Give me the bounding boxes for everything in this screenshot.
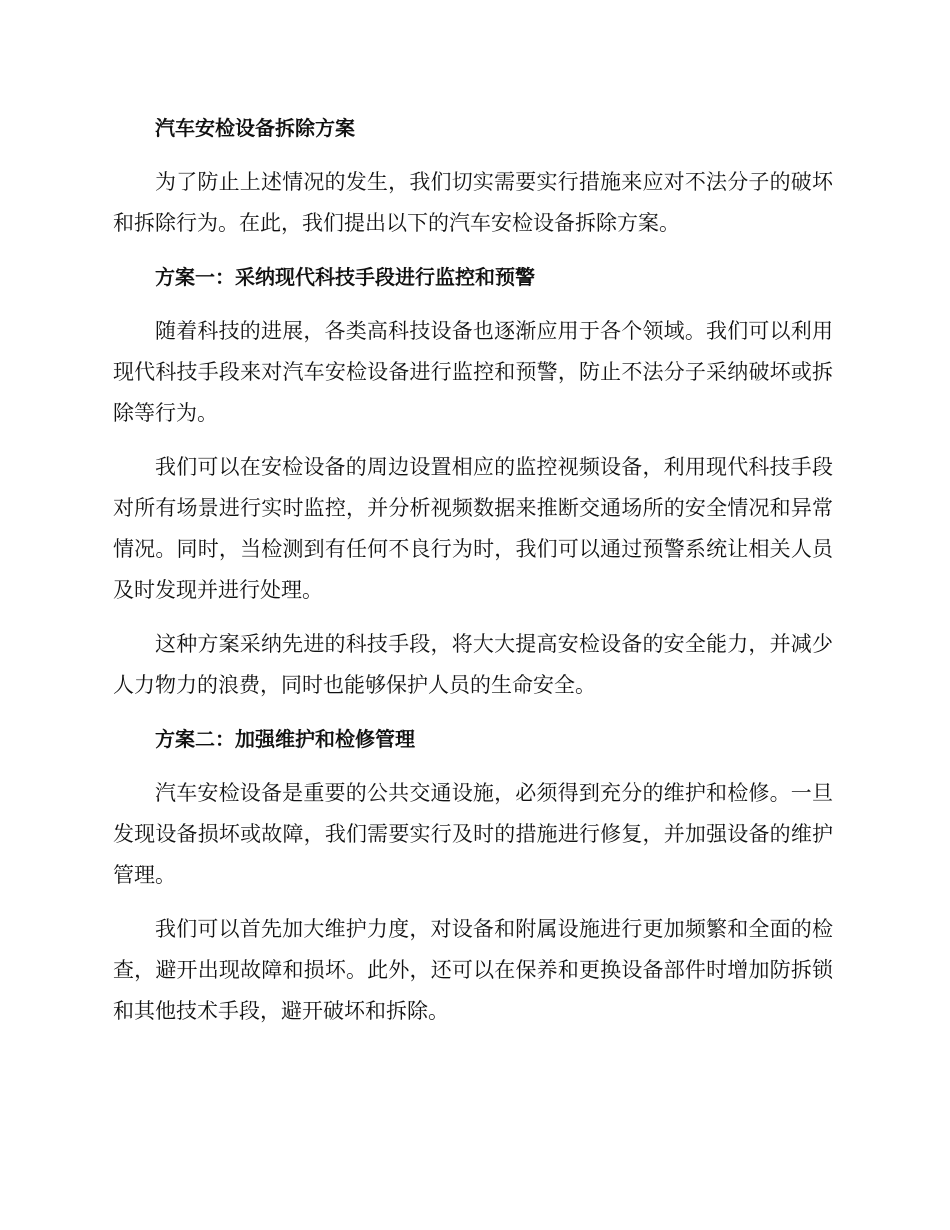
section-title: 汽车安检设备拆除方案 — [155, 116, 355, 140]
plan-two-paragraph-1: 汽车安检设备是重要的公共交通设施，必须得到充分的维护和检修。一旦发现设备损坏或故障，我们需要实行及时的措施进行修复，并加强设备的维护管理。 — [113, 781, 833, 887]
plan-one-heading: 方案一：采纳现代科技手段进行监控和预警 — [155, 265, 535, 289]
intro-paragraph: 为了防止上述情况的发生，我们切实需要实行措施来应对不法分子的破坏和拆除行为。在此，我们提出以下的汽车安检设备拆除方案。 — [113, 170, 833, 235]
plan-one-paragraph-2: 我们可以在安检设备的周边设置相应的监控视频设备，利用现代科技手段对所有场景进行实时监控，并分析视频数据来推断交通场所的安全情况和异常情况。同时，当检测到有任何不良行为时，我们可以通过预警系统让相关人员及时发现并进行处理。 — [113, 455, 833, 602]
plan-one-paragraph-3: 这种方案采纳先进的科技手段，将大大提高安检设备的安全能力，并减少人力物力的浪费，同时也能够保护人员的生命安全。 — [113, 632, 833, 697]
plan-two-heading: 方案二：加强维护和检修管理 — [155, 727, 415, 751]
plan-two-paragraph-2: 我们可以首先加大维护力度，对设备和附属设施进行更加频繁和全面的检查，避开出现故障和损坏。此外，还可以在保养和更换设备部件时增加防拆锁和其他技术手段，避开破坏和拆除。 — [113, 917, 833, 1023]
document-body — [113, 108, 833, 1045]
plan-one-paragraph-1: 随着科技的进展，各类高科技设备也逐渐应用于各个领域。我们可以利用现代科技手段来对汽车安检设备进行监控和预警，防止不法分子采纳破坏或拆除等行为。 — [113, 319, 833, 425]
